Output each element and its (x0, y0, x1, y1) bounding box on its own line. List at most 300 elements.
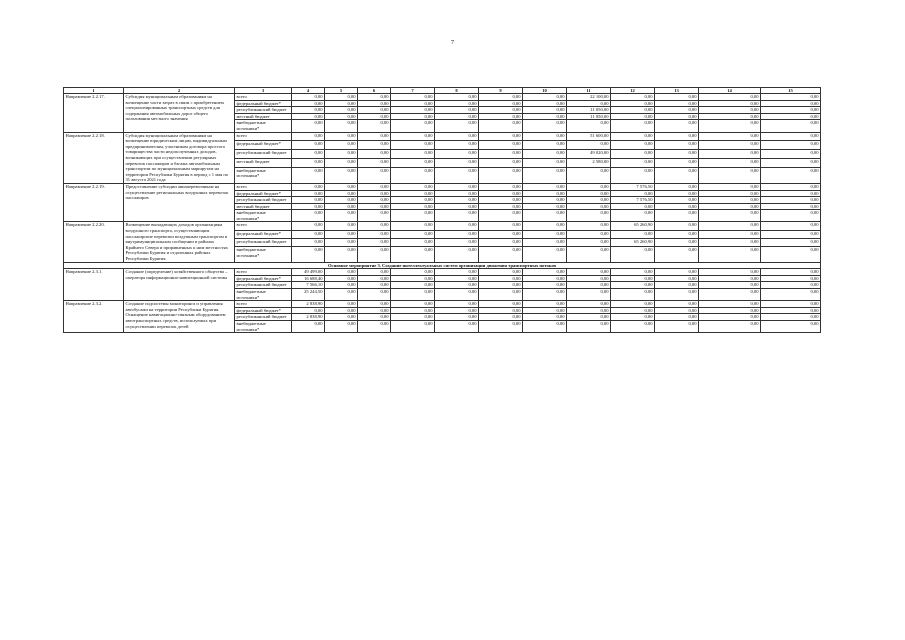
amount-cell: 0,00 (325, 120, 358, 132)
amount-cell: 0,00 (358, 197, 391, 204)
amount-cell: 0,00 (292, 100, 325, 107)
budget-table (63, 87, 821, 333)
amount-cell: 0,00 (479, 94, 523, 101)
direction-code: Направление 2.2.18. (64, 132, 124, 183)
amount-cell: 0,00 (391, 210, 435, 222)
amount-cell: 0,00 (655, 307, 699, 314)
amount-cell: 0,00 (699, 210, 761, 222)
funding-source: республиканский бюджет (235, 239, 292, 247)
funding-source: всего (235, 132, 292, 141)
amount-cell: 2 580,00 (567, 158, 611, 167)
amount-cell: 0,00 (292, 94, 325, 101)
direction-description: Возмещение выпадающих доходов организациям воздушного транспорта, осуществляющим пассажирские перевозки воздушным транспортом в внутримуниципальном сообщении в районах Крайнего Севера и приравненных к ним местностях Республики Бурятия и отдаленных районах Республики Бурятия (124, 222, 235, 262)
amount-cell: 0,00 (699, 275, 761, 282)
amount-cell: 0,00 (358, 282, 391, 289)
funding-source: внебюджетные источники* (235, 289, 292, 301)
amount-cell: 0,00 (523, 314, 567, 321)
amount-cell: 0,00 (761, 150, 821, 159)
amount-cell: 0,00 (523, 222, 567, 230)
amount-cell: 0,00 (655, 314, 699, 321)
amount-cell: 2 838,90 (292, 301, 325, 308)
funding-source: республиканский бюджет (235, 314, 292, 321)
amount-cell: 0,00 (435, 100, 479, 107)
amount-cell: 0,00 (435, 307, 479, 314)
amount-cell: 0,00 (325, 275, 358, 282)
amount-cell: 0,00 (435, 158, 479, 167)
amount-cell: 0,00 (292, 239, 325, 247)
amount-cell: 0,00 (611, 190, 655, 197)
amount-cell: 0,00 (358, 167, 391, 183)
amount-cell: 0,00 (611, 150, 655, 159)
amount-cell: 0,00 (567, 314, 611, 321)
column-header: 6 (358, 88, 391, 94)
table-row (64, 132, 821, 141)
amount-cell: 0,00 (761, 94, 821, 101)
amount-cell: 0,00 (479, 301, 523, 308)
amount-cell: 0,00 (567, 269, 611, 276)
amount-cell: 0,00 (761, 222, 821, 230)
amount-cell: 0,00 (761, 107, 821, 114)
amount-cell: 0,00 (435, 132, 479, 141)
amount-cell: 0,00 (699, 132, 761, 141)
funding-source: федеральный бюджет* (235, 190, 292, 197)
amount-cell: 0,00 (567, 320, 611, 332)
amount-cell: 0,00 (358, 247, 391, 262)
amount-cell: 0,00 (325, 158, 358, 167)
amount-cell: 0,00 (325, 314, 358, 321)
amount-cell: 0,00 (567, 190, 611, 197)
amount-cell: 0,00 (523, 113, 567, 120)
amount-cell: 0,00 (479, 113, 523, 120)
amount-cell: 0,00 (699, 158, 761, 167)
amount-cell: 0,00 (435, 210, 479, 222)
amount-cell: 0,00 (611, 132, 655, 141)
amount-cell: 0,00 (358, 183, 391, 190)
amount-cell: 0,00 (479, 150, 523, 159)
amount-cell: 0,00 (292, 183, 325, 190)
amount-cell: 0,00 (655, 320, 699, 332)
amount-cell: 0,00 (655, 132, 699, 141)
amount-cell: 0,00 (479, 167, 523, 183)
amount-cell: 0,00 (435, 275, 479, 282)
amount-cell: 0,00 (523, 210, 567, 222)
amount-cell: 0,00 (391, 230, 435, 238)
direction-code: Направление 2.3.1. (64, 269, 124, 301)
amount-cell: 0,00 (358, 314, 391, 321)
amount-cell: 0,00 (391, 197, 435, 204)
amount-cell: 0,00 (655, 301, 699, 308)
amount-cell: 0,00 (391, 222, 435, 230)
amount-cell: 0,00 (699, 197, 761, 204)
amount-cell: 0,00 (325, 210, 358, 222)
amount-cell: 0,00 (358, 239, 391, 247)
column-header: 15 (761, 88, 821, 94)
amount-cell: 0,00 (611, 203, 655, 210)
amount-cell: 0,00 (325, 282, 358, 289)
amount-cell: 0,00 (292, 158, 325, 167)
amount-cell: 0,00 (358, 113, 391, 120)
amount-cell: 0,00 (611, 247, 655, 262)
amount-cell: 0,00 (611, 301, 655, 308)
amount-cell: 0,00 (761, 183, 821, 190)
amount-cell: 0,00 (761, 230, 821, 238)
funding-source: внебюджетные источники* (235, 320, 292, 332)
column-header: 12 (611, 88, 655, 94)
amount-cell: 0,00 (479, 314, 523, 321)
amount-cell: 0,00 (391, 113, 435, 120)
amount-cell: 22 100,00 (567, 94, 611, 101)
amount-cell: 0,00 (567, 141, 611, 150)
table-body (64, 94, 821, 333)
amount-cell: 0,00 (523, 141, 567, 150)
amount-cell: 0,00 (391, 107, 435, 114)
amount-cell: 0,00 (358, 141, 391, 150)
funding-source: местный бюджет (235, 113, 292, 120)
amount-cell: 0,00 (699, 320, 761, 332)
amount-cell: 0,00 (699, 190, 761, 197)
direction-code: Направление 2.2.19. (64, 183, 124, 222)
amount-cell: 0,00 (479, 197, 523, 204)
amount-cell: 0,00 (435, 301, 479, 308)
amount-cell: 0,00 (761, 307, 821, 314)
amount-cell: 0,00 (479, 120, 523, 132)
amount-cell: 0,00 (435, 150, 479, 159)
amount-cell: 0,00 (479, 230, 523, 238)
amount-cell: 0,00 (358, 132, 391, 141)
amount-cell: 0,00 (479, 183, 523, 190)
amount-cell: 0,00 (325, 320, 358, 332)
amount-cell: 0,00 (699, 113, 761, 120)
amount-cell: 0,00 (523, 247, 567, 262)
amount-cell: 0,00 (611, 289, 655, 301)
amount-cell: 0,00 (292, 203, 325, 210)
amount-cell: 0,00 (391, 120, 435, 132)
amount-cell: 0,00 (391, 100, 435, 107)
amount-cell: 0,00 (391, 269, 435, 276)
amount-cell: 0,00 (611, 282, 655, 289)
amount-cell: 0,00 (655, 120, 699, 132)
amount-cell: 0,00 (523, 132, 567, 141)
amount-cell: 0,00 (479, 320, 523, 332)
amount-cell: 0,00 (435, 107, 479, 114)
amount-cell: 0,00 (567, 183, 611, 190)
amount-cell: 0,00 (699, 141, 761, 150)
column-header: 10 (523, 88, 567, 94)
amount-cell: 0,00 (567, 197, 611, 204)
amount-cell: 0,00 (479, 275, 523, 282)
amount-cell: 0,00 (567, 289, 611, 301)
amount-cell: 0,00 (761, 210, 821, 222)
amount-cell: 0,00 (761, 158, 821, 167)
amount-cell: 0,00 (358, 120, 391, 132)
amount-cell: 0,00 (391, 289, 435, 301)
amount-cell: 0,00 (292, 320, 325, 332)
amount-cell: 0,00 (655, 222, 699, 230)
amount-cell: 0,00 (391, 132, 435, 141)
amount-cell: 0,00 (479, 132, 523, 141)
amount-cell: 0,00 (567, 210, 611, 222)
amount-cell: 0,00 (699, 222, 761, 230)
amount-cell: 0,00 (655, 150, 699, 159)
amount-cell: 7 576,50 (611, 197, 655, 204)
amount-cell: 0,00 (761, 197, 821, 204)
amount-cell: 0,00 (655, 239, 699, 247)
amount-cell: 0,00 (435, 282, 479, 289)
amount-cell: 0,00 (567, 275, 611, 282)
funding-source: внебюджетные источники* (235, 167, 292, 183)
amount-cell: 0,00 (655, 197, 699, 204)
amount-cell: 0,00 (391, 301, 435, 308)
amount-cell: 0,00 (699, 307, 761, 314)
amount-cell: 0,00 (655, 289, 699, 301)
amount-cell: 0,00 (435, 94, 479, 101)
amount-cell: 0,00 (479, 247, 523, 262)
amount-cell: 0,00 (358, 107, 391, 114)
amount-cell: 0,00 (523, 289, 567, 301)
amount-cell: 0,00 (699, 94, 761, 101)
amount-cell: 0,00 (292, 150, 325, 159)
amount-cell: 0,00 (435, 314, 479, 321)
amount-cell: 65 260,90 (611, 222, 655, 230)
column-header: 9 (479, 88, 523, 94)
amount-cell: 0,00 (479, 269, 523, 276)
funding-source: федеральный бюджет* (235, 307, 292, 314)
amount-cell: 0,00 (523, 282, 567, 289)
direction-description: Создание подсистемы мониторинга и управления автобусами на территории Республики Бурятия. Оснащение навигационно-связным оборудованием автотранспортных средств, используемых при осуществлении перевозок детей (124, 301, 235, 333)
funding-source: внебюджетные источники* (235, 247, 292, 262)
amount-cell: 0,00 (325, 230, 358, 238)
amount-cell: 0,00 (292, 141, 325, 150)
amount-cell: 0,00 (479, 282, 523, 289)
amount-cell: 0,00 (435, 183, 479, 190)
amount-cell: 0,00 (699, 282, 761, 289)
amount-cell: 49 020,00 (567, 150, 611, 159)
amount-cell: 0,00 (699, 183, 761, 190)
amount-cell: 0,00 (325, 94, 358, 101)
amount-cell: 0,00 (611, 269, 655, 276)
amount-cell: 0,00 (655, 158, 699, 167)
amount-cell: 0,00 (435, 289, 479, 301)
amount-cell: 0,00 (391, 247, 435, 262)
amount-cell: 16 688,40 (292, 275, 325, 282)
amount-cell: 0,00 (358, 203, 391, 210)
amount-cell: 0,00 (292, 113, 325, 120)
amount-cell: 0,00 (567, 301, 611, 308)
amount-cell: 0,00 (567, 239, 611, 247)
amount-cell: 0,00 (358, 100, 391, 107)
amount-cell: 0,00 (358, 94, 391, 101)
amount-cell: 0,00 (761, 269, 821, 276)
amount-cell: 0,00 (358, 307, 391, 314)
amount-cell: 0,00 (611, 120, 655, 132)
amount-cell: 0,00 (567, 120, 611, 132)
amount-cell: 0,00 (325, 107, 358, 114)
amount-cell: 0,00 (435, 247, 479, 262)
table-row (64, 301, 821, 308)
funding-source: федеральный бюджет* (235, 275, 292, 282)
direction-description: Предоставление субсидии авиаперевозчикам на осуществление региональных воздушных перевозок пассажиров (124, 183, 235, 222)
amount-cell: 0,00 (699, 314, 761, 321)
amount-cell: 0,00 (391, 158, 435, 167)
amount-cell: 0,00 (325, 132, 358, 141)
amount-cell: 0,00 (325, 167, 358, 183)
amount-cell: 0,00 (567, 307, 611, 314)
amount-cell: 0,00 (358, 210, 391, 222)
amount-cell: 0,00 (523, 190, 567, 197)
amount-cell: 0,00 (325, 269, 358, 276)
amount-cell: 0,00 (761, 314, 821, 321)
amount-cell: 0,00 (761, 113, 821, 120)
direction-description: Создание (определение) хозяйственного общества – оператора информационно-навигационной системы (124, 269, 235, 301)
column-header: 7 (391, 88, 435, 94)
amount-cell: 7 576,50 (611, 183, 655, 190)
amount-cell: 0,00 (523, 167, 567, 183)
amount-cell: 0,00 (435, 239, 479, 247)
funding-source: республиканский бюджет (235, 282, 292, 289)
amount-cell: 0,00 (358, 158, 391, 167)
amount-cell: 0,00 (358, 222, 391, 230)
funding-source: всего (235, 222, 292, 230)
funding-source: республиканский бюджет (235, 150, 292, 159)
amount-cell: 51 600,00 (567, 132, 611, 141)
amount-cell: 0,00 (761, 141, 821, 150)
amount-cell: 0,00 (523, 320, 567, 332)
amount-cell: 0,00 (699, 269, 761, 276)
amount-cell: 0,00 (435, 120, 479, 132)
direction-description: Субсидия муниципальным образованиям на возмещение части затрат в связи с приобретением специализированных транспортных средств для содержания автомобильных дорог общего пользования местного значения (124, 94, 235, 133)
amount-cell: 0,00 (523, 230, 567, 238)
amount-cell: 11 050,00 (567, 113, 611, 120)
amount-cell: 0,00 (567, 247, 611, 262)
amount-cell: 0,00 (435, 320, 479, 332)
amount-cell: 0,00 (523, 269, 567, 276)
amount-cell: 0,00 (479, 210, 523, 222)
amount-cell: 0,00 (391, 307, 435, 314)
amount-cell: 0,00 (761, 275, 821, 282)
column-header: 5 (325, 88, 358, 94)
amount-cell: 0,00 (292, 120, 325, 132)
amount-cell: 0,00 (761, 239, 821, 247)
column-header: 4 (292, 88, 325, 94)
direction-code: Направление 2.2.20. (64, 222, 124, 262)
amount-cell: 0,00 (761, 289, 821, 301)
amount-cell: 0,00 (523, 150, 567, 159)
amount-cell: 0,00 (611, 100, 655, 107)
amount-cell: 0,00 (655, 282, 699, 289)
amount-cell: 0,00 (611, 307, 655, 314)
amount-cell: 0,00 (761, 320, 821, 332)
amount-cell: 0,00 (391, 94, 435, 101)
amount-cell: 0,00 (391, 190, 435, 197)
amount-cell: 0,00 (611, 230, 655, 238)
amount-cell: 0,00 (325, 100, 358, 107)
amount-cell: 0,00 (435, 230, 479, 238)
amount-cell: 0,00 (325, 239, 358, 247)
amount-cell: 0,00 (699, 301, 761, 308)
amount-cell: 0,00 (435, 113, 479, 120)
amount-cell: 0,00 (655, 247, 699, 262)
amount-cell: 0,00 (611, 314, 655, 321)
amount-cell: 0,00 (655, 210, 699, 222)
amount-cell: 0,00 (523, 307, 567, 314)
table-row (64, 269, 821, 276)
page-number: 7 (451, 40, 454, 46)
amount-cell: 0,00 (655, 94, 699, 101)
amount-cell: 0,00 (358, 230, 391, 238)
amount-cell: 0,00 (655, 230, 699, 238)
amount-cell: 0,00 (655, 190, 699, 197)
amount-cell: 0,00 (292, 210, 325, 222)
amount-cell: 0,00 (699, 150, 761, 159)
amount-cell: 0,00 (391, 275, 435, 282)
amount-cell: 0,00 (611, 275, 655, 282)
amount-cell: 0,00 (325, 141, 358, 150)
amount-cell: 0,00 (699, 203, 761, 210)
amount-cell: 0,00 (325, 222, 358, 230)
column-header: 13 (655, 88, 699, 94)
amount-cell: 0,00 (358, 275, 391, 282)
amount-cell: 0,00 (567, 230, 611, 238)
amount-cell: 0,00 (699, 100, 761, 107)
amount-cell: 0,00 (699, 239, 761, 247)
column-header: 1 (64, 88, 124, 94)
amount-cell: 0,00 (761, 167, 821, 183)
amount-cell: 0,00 (358, 150, 391, 159)
amount-cell: 0,00 (567, 167, 611, 183)
amount-cell: 0,00 (611, 94, 655, 101)
funding-source: федеральный бюджет* (235, 230, 292, 238)
amount-cell: 0,00 (761, 301, 821, 308)
amount-cell: 0,00 (325, 289, 358, 301)
amount-cell: 0,00 (479, 239, 523, 247)
amount-cell: 0,00 (523, 94, 567, 101)
amount-cell: 0,00 (655, 100, 699, 107)
amount-cell: 0,00 (435, 190, 479, 197)
amount-cell: 0,00 (358, 320, 391, 332)
funding-source: всего (235, 183, 292, 190)
amount-cell: 65 260,90 (611, 239, 655, 247)
amount-cell: 0,00 (523, 100, 567, 107)
amount-cell: 7 566,10 (292, 282, 325, 289)
column-header: 2 (124, 88, 235, 94)
amount-cell: 0,00 (479, 203, 523, 210)
amount-cell: 0,00 (292, 190, 325, 197)
amount-cell: 0,00 (523, 197, 567, 204)
amount-cell: 0,00 (655, 107, 699, 114)
amount-cell: 0,00 (761, 282, 821, 289)
amount-cell: 0,00 (523, 120, 567, 132)
amount-cell: 0,00 (655, 203, 699, 210)
amount-cell: 0,00 (655, 141, 699, 150)
amount-cell: 0,00 (325, 197, 358, 204)
funding-source: федеральный бюджет* (235, 141, 292, 150)
amount-cell: 0,00 (479, 100, 523, 107)
amount-cell: 0,00 (523, 301, 567, 308)
amount-cell: 0,00 (611, 210, 655, 222)
table-row (64, 222, 821, 230)
amount-cell: 0,00 (479, 107, 523, 114)
amount-cell: 0,00 (655, 269, 699, 276)
funding-source: всего (235, 94, 292, 101)
amount-cell: 0,00 (479, 307, 523, 314)
amount-cell: 0,00 (325, 301, 358, 308)
column-header: 3 (235, 88, 292, 94)
amount-cell: 0,00 (699, 120, 761, 132)
amount-cell: 0,00 (611, 320, 655, 332)
amount-cell: 0,00 (391, 282, 435, 289)
amount-cell: 0,00 (699, 230, 761, 238)
amount-cell: 0,00 (761, 132, 821, 141)
